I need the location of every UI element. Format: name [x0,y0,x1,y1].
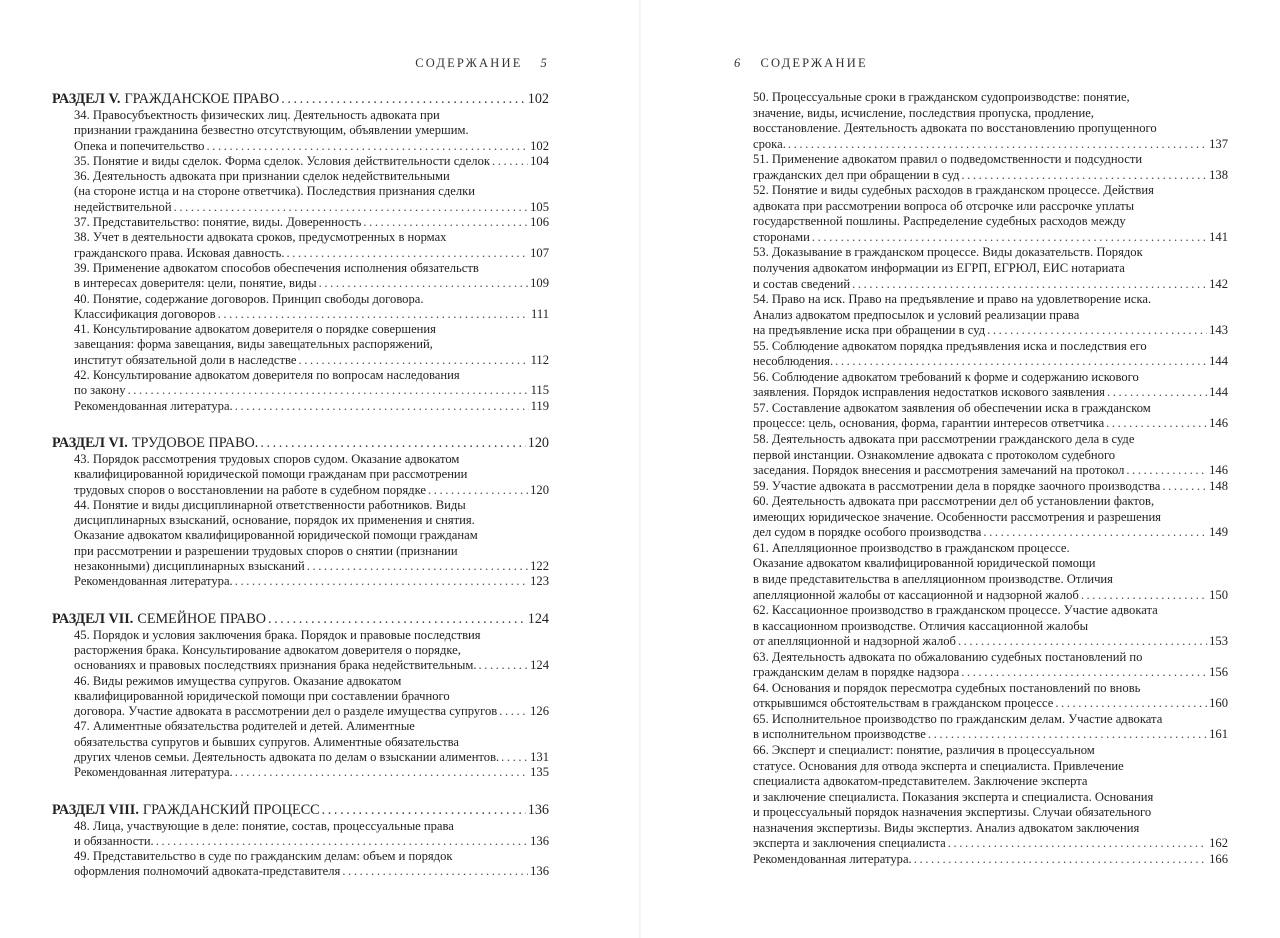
dot-leader [479,658,529,673]
entry-page-number: 106 [530,215,549,230]
toc-entry[interactable] [52,719,549,765]
dot-leader [961,665,1207,681]
dot-leader [1107,385,1207,401]
entry-page-number: 115 [530,383,549,398]
running-header [734,56,868,71]
toc-entry[interactable] [731,712,1228,743]
toc-entry[interactable] [52,819,549,850]
entry-line: 37. Представительство: понятие, виды. Доверенность [74,215,362,230]
entry-line: 45. Порядок и условия заключения брака. Порядок и правовые последствия [74,627,481,642]
entry-page-number: 153 [1209,634,1228,649]
toc-section [52,435,549,590]
entry-last-line [74,383,549,398]
entry-line: адвоката при рассмотрении вопроса об отсрочке или рассрочке уплаты [753,198,1135,213]
entry-last-line [753,354,1228,370]
entry-line: основаниях и правовых последствиях признания брака недействительным. [74,658,477,673]
dot-leader [342,864,528,879]
entry-last-line [74,399,549,414]
entry-line: Оказание адвокатом квалифицированной юридической помощи [753,556,1096,571]
toc-entry[interactable] [731,494,1228,541]
table-of-contents [52,91,549,901]
dot-leader [1126,463,1207,479]
toc-entry[interactable] [731,432,1228,479]
dot-leader [174,200,529,215]
entry-page-number: 107 [530,245,549,260]
entry-line: 62. Кассационное производство в гражданском процессе. Участие адвоката [753,603,1158,618]
entry-last-line [753,588,1228,604]
entry-last-line [753,416,1228,432]
entry-page-number: 123 [530,574,549,589]
toc-entry[interactable] [731,650,1228,681]
dot-leader [156,834,528,849]
entry-line: 49. Представительство в суде по гражданским делам: объем и порядок [74,849,453,864]
dot-leader [319,276,529,291]
entry-line: открывшимся обстоятельствам в гражданском процессе [753,696,1054,711]
running-header [415,56,549,71]
entry-last-line [753,525,1228,541]
entry-page-number: 136 [530,833,549,848]
toc-entry[interactable] [731,852,1228,868]
entry-page-number: 126 [530,704,549,719]
entry-last-line [74,483,549,498]
entry-last-line [74,834,549,849]
toc-entry[interactable] [52,674,549,720]
dot-leader [501,750,528,765]
entry-line: квалифицированной юридической помощи при составлении брачного [74,688,450,703]
entry-last-line [74,765,549,780]
entry-page-number: 150 [1209,587,1228,602]
dot-leader [914,852,1207,868]
entry-line: при рассмотрении и разрешении трудовых споров о снятии (признании [74,543,458,558]
entry-line: гражданским делам в порядке надзора [753,665,960,680]
toc-entry[interactable] [52,169,549,215]
entry-line: и обязанности. [74,833,154,848]
entry-line: 63. Деятельность адвоката по обжалованию судебных постановлений по [753,649,1143,664]
section-page-number: 124 [527,610,549,627]
section-heading[interactable] [52,435,549,452]
entry-line: (на стороне истца и на стороне ответчика). Последствия признания сделки [74,184,475,199]
toc-entry[interactable] [52,292,549,323]
dot-leader [1106,416,1207,432]
entry-line: 61. Апелляционное производство в гражданском процессе. [753,540,1070,555]
entry-line: несоблюдения. [753,354,834,369]
dot-leader [235,574,528,589]
entry-page-number: 136 [530,864,549,879]
entry-line: государственной пошлины. Распределение судебных расходов между [753,214,1126,229]
dot-leader [983,525,1207,541]
entry-page-number: 131 [530,749,549,764]
section-title: ТРУДОВОЕ ПРАВО. [131,434,259,451]
entry-page-number: 160 [1209,696,1228,711]
entry-line: договора. Участие адвоката в рассмотрении дел о разделе имущества супругов [74,704,498,719]
entry-last-line [753,323,1228,339]
entry-last-line [753,634,1228,650]
dot-leader [499,704,528,719]
entry-line: в исполнительном производстве [753,727,926,742]
entry-line: 59. Участие адвоката в рассмотрении дела в порядке заочного производства [753,478,1161,493]
entry-line: 44. Понятие и виды дисциплинарной ответственности работников. Виды [74,497,466,512]
entry-line: 48. Лица, участвующие в деле: понятие, состав, процессуальные права [74,818,454,833]
toc-entry[interactable] [52,215,549,230]
entry-last-line [753,137,1228,153]
toc-entry[interactable] [52,108,549,154]
left-page [52,0,549,938]
toc-entry[interactable] [731,152,1228,183]
entry-last-line [753,463,1228,479]
running-title: СОДЕРЖАНИЕ [415,56,523,70]
dot-leader [492,154,528,169]
entry-line: Опека и попечительство [74,138,205,153]
section-page-number: 136 [527,801,549,818]
entry-line: и заключение специалиста. Показания эксперта и специалиста. Основания [753,789,1154,804]
toc-entry[interactable] [52,765,549,780]
entry-last-line [74,750,549,765]
dot-leader [788,137,1207,153]
entry-page-number: 119 [530,398,549,413]
section-heading[interactable] [52,611,549,628]
toc-entry[interactable] [52,261,549,292]
entry-page-number: 148 [1209,478,1228,493]
toc-entry[interactable] [731,479,1228,495]
toc-entry[interactable] [731,603,1228,650]
entry-line: процессе: цель, основания, форма, гарантии интересов ответчика [753,416,1105,431]
entry-last-line [74,276,549,291]
dot-leader [1081,588,1207,604]
entry-line: 42. Консультирование адвокатом доверителя по вопросам наследования [74,368,460,383]
toc-section [52,802,549,880]
entry-line: Рекомендованная литература. [74,765,233,780]
entry-last-line [74,246,549,261]
section-title: ГРАЖДАНСКИЙ ПРОЦЕСС [142,801,320,818]
entry-line: от апелляционной и надзорной жалоб [753,634,956,649]
entry-page-number: 138 [1209,167,1228,182]
entry-line: специалиста адвокатом-представителем. Заключение эксперта [753,774,1088,789]
entry-line: апелляционной жалобы от кассационной и надзорной жалоб [753,587,1079,602]
entry-page-number: 111 [531,306,549,321]
entry-line: в кассационном производстве. Отличия кассационной жалобы [753,618,1089,633]
entry-page-number: 161 [1209,727,1228,742]
entry-last-line [753,277,1228,293]
toc-entry[interactable] [52,849,549,880]
dot-leader [281,91,526,108]
entry-page-number: 149 [1209,525,1228,540]
dot-leader [835,354,1207,370]
entry-line: и процессуальный порядок назначения экспертизы. Случаи обязательного [753,805,1152,820]
entry-page-number: 146 [1209,463,1228,478]
entry-line: сторонами [753,229,810,244]
entry-line: 34. Правосубъектность физических лиц. Деятельность адвоката при [74,108,440,122]
entry-line: Оказание адвокатом квалифицированной юридической помощи гражданам [74,528,478,543]
entry-line: 64. Основания и порядок пересмотра судебных постановлений по вновь [753,680,1141,695]
entry-line: имеющих юридическое значение. Особенности рассмотрения и разрешения [753,509,1161,524]
entry-line: 55. Соблюдение адвокатом порядка предъявления иска и последствия его [753,338,1147,353]
section-title: СЕМЕЙНОЕ ПРАВО [137,610,266,627]
entry-page-number: 156 [1209,665,1228,680]
toc-entry[interactable] [52,628,549,674]
entry-page-number: 141 [1209,229,1228,244]
entry-line: 51. Применение адвокатом правил о подведомственности и подсудности [753,152,1143,167]
toc-entry[interactable] [52,399,549,414]
entry-line: на предъявление иска при обращении в суд [753,323,986,338]
entry-line: 50. Процессуальные сроки в гражданском судопроизводстве: понятие, [753,90,1130,104]
dot-leader [812,230,1207,246]
entry-line: 65. Исполнительное производство по гражданским делам. Участие адвоката [753,711,1163,726]
entry-page-number: 112 [530,352,549,367]
entry-last-line [753,385,1228,401]
entry-line: 56. Соблюдение адвокатом требований к форме и содержанию искового [753,369,1139,384]
entry-line: 60. Деятельность адвоката при рассмотрении дел об установлении фактов, [753,494,1155,509]
entry-line: гражданских дел при обращении в суд [753,167,960,182]
entry-last-line [753,836,1228,852]
toc-entry[interactable] [731,339,1228,370]
dot-leader [428,483,528,498]
entry-page-number: 143 [1209,323,1228,338]
entry-page-number: 144 [1209,385,1228,400]
entry-line: дел судом в порядке особого производства [753,525,982,540]
entry-page-number: 137 [1209,136,1228,151]
entry-last-line [74,154,549,169]
section-label: РАЗДЕЛ VI. [52,434,128,451]
entry-last-line [74,200,549,215]
entry-line: получения адвокатом информации из ЕГРП, ЕГРЮЛ, ЕИС нотариата [753,261,1125,276]
toc-entry[interactable] [731,681,1228,712]
entry-page-number: 109 [530,276,549,291]
entry-line: заявления. Порядок исправления недостатков искового заявления [753,385,1105,400]
dot-leader [322,802,526,819]
entry-line: 52. Понятие и виды судебных расходов в гражданском процессе. Действия [753,183,1154,198]
entry-line: Рекомендованная литература. [753,851,912,866]
entry-last-line [74,307,549,322]
entry-line: по закону [74,383,126,398]
entry-line: 58. Деятельность адвоката при рассмотрении гражданского дела в суде [753,432,1135,447]
dot-leader [218,307,529,322]
entry-last-line [753,727,1228,743]
entry-line: обязательства супругов и бывших супругов. Алиментные обязательства [74,734,460,749]
entry-page-number: 124 [530,658,549,673]
toc-entry[interactable] [731,90,1228,152]
entry-last-line [753,852,1228,868]
entry-line: оформления полномочий адвоката-представителя [74,864,341,879]
entry-line: 40. Понятие, содержание договоров. Принцип свободы договора. [74,291,424,306]
toc-entry[interactable] [731,401,1228,432]
dot-leader [1162,479,1207,495]
page-number: 6 [734,56,743,70]
entry-line: 46. Виды режимов имущества супругов. Оказание адвокатом [74,673,402,688]
dot-leader [298,353,528,368]
toc-entry[interactable] [52,322,549,368]
entry-line: заседания. Порядок внесения и рассмотрения замечаний на протокол [753,463,1125,478]
dot-leader [961,168,1207,184]
entry-line: 36. Деятельность адвоката при признании сделок недействительными [74,169,450,184]
entry-line: незаконными) дисциплинарных взысканий [74,559,305,574]
entry-line: 54. Право на иск. Право на предъявление и право на удовлетворение иска. [753,292,1152,307]
entry-line: эксперта и заключения специалиста [753,836,946,851]
toc-entry[interactable] [52,368,549,399]
dot-leader [987,323,1207,339]
entry-line: 57. Составление адвокатом заявления об обеспечении иска в гражданском [753,400,1151,415]
section-label: РАЗДЕЛ V. [52,91,121,107]
toc-entry[interactable] [52,498,549,574]
entry-page-number: 105 [530,199,549,214]
entry-last-line [753,665,1228,681]
running-title: СОДЕРЖАНИЕ [760,56,868,70]
toc-entry[interactable] [731,292,1228,339]
entry-line: 43. Порядок рассмотрения трудовых споров судом. Оказание адвокатом [74,451,460,466]
entry-line: 41. Консультирование адвокатом доверителя о порядке совершения [74,322,436,337]
dot-leader [928,727,1207,743]
entry-last-line [753,479,1228,495]
toc-section [52,611,549,781]
toc-entry[interactable] [52,154,549,169]
entry-last-line [74,658,549,673]
entry-last-line [74,559,549,574]
entry-line: недействительной [74,199,172,214]
entry-line: Классификация договоров [74,306,216,321]
entry-page-number: 135 [530,765,549,780]
entry-line: первой инстанции. Ознакомление адвоката с протоколом судебного [753,447,1116,462]
entry-last-line [74,353,549,368]
right-page [731,0,1228,938]
entry-last-line [74,574,549,589]
entry-line: и состав сведений [753,276,851,291]
entry-page-number: 166 [1209,851,1228,866]
entry-line: назначения экспертизы. Виды экспертиз. Анализ адвокатом заключения [753,820,1140,835]
entry-line: в интересах доверителя: цели, понятие, виды [74,276,317,291]
table-of-contents [731,90,1228,867]
section-label: РАЗДЕЛ VIII. [52,801,139,818]
page-number: 5 [540,56,549,70]
toc-section [52,91,549,414]
dot-leader [268,611,526,628]
toc-entry[interactable] [52,452,549,498]
entry-line: институт обязательной доли в наследстве [74,352,297,367]
section-heading[interactable] [52,91,549,108]
entry-line: Рекомендованная литература. [74,574,233,589]
entry-line: Рекомендованная литература. [74,398,233,413]
toc-entry[interactable] [731,183,1228,245]
section-label: РАЗДЕЛ VII. [52,610,134,627]
entry-page-number: 120 [530,482,549,497]
entry-line: гражданского права. Исковая давность. [74,245,285,260]
toc-entry[interactable] [52,230,549,261]
dot-leader [260,435,525,452]
toc-entry[interactable] [731,370,1228,401]
section-heading[interactable] [52,802,549,819]
toc-entry[interactable] [731,743,1228,852]
book-spine [639,0,641,938]
section-title: ГРАЖДАНСКОЕ ПРАВО [124,91,280,107]
entry-last-line [74,704,549,719]
dot-leader [958,634,1207,650]
entry-line: 47. Алиментные обязательства родителей и детей. Алиментные [74,719,415,734]
entry-line: завещания: форма завещания, виды завещательных распоряжений, [74,337,433,352]
entry-line: расторжения брака. Консультирование адвокатом доверителя о порядке, [74,642,461,657]
entry-line: других членов семьи. Деятельность адвоката по делам о взыскании алиментов. [74,749,500,764]
entry-line: срока. [753,136,786,151]
entry-line: 66. Эксперт и специалист: понятие, различия в процессуальном [753,742,1095,757]
entry-last-line [74,139,549,154]
entry-last-line [753,168,1228,184]
dot-leader [287,246,529,261]
entry-page-number: 146 [1209,416,1228,431]
entry-page-number: 144 [1209,354,1228,369]
dot-leader [206,139,528,154]
dot-leader [307,559,528,574]
entry-last-line [74,864,549,879]
entry-line: дисциплинарных взысканий, основание, порядок их применения и снятия. [74,513,475,528]
toc-entry[interactable] [731,541,1228,603]
dot-leader [363,215,528,230]
entry-line: в виде представительства в апелляционном производстве. Отличия [753,571,1113,586]
dot-leader [128,383,529,398]
entry-page-number: 142 [1209,276,1228,291]
toc-entry[interactable] [52,574,549,589]
entry-page-number: 104 [530,153,549,168]
dot-leader [852,277,1207,293]
dot-leader [235,399,529,414]
entry-line: признании гражданина безвестно отсутствующим, объявлении умершим. [74,123,469,138]
entry-line: 53. Доказывание в гражданском процессе. Виды доказательств. Порядок [753,245,1143,260]
entry-line: значение, виды, исчисление, последствия пропуска, продление, [753,105,1094,120]
section-page-number: 120 [527,434,549,451]
entry-last-line [753,230,1228,246]
dot-leader [1055,696,1207,712]
entry-page-number: 122 [530,559,549,574]
entry-line: Анализ адвокатом предпосылок и условий реализации права [753,307,1080,322]
entry-line: статусе. Основания для отвода эксперта и специалиста. Привлечение [753,758,1124,773]
dot-leader [948,836,1207,852]
toc-entry[interactable] [731,245,1228,292]
entry-last-line [74,215,549,230]
entry-page-number: 162 [1209,836,1228,851]
dot-leader [235,765,528,780]
entry-line: 35. Понятие и виды сделок. Форма сделок. Условия действительности сделок [74,153,490,168]
entry-line: 38. Учет в деятельности адвоката сроков, предусмотренных в нормах [74,230,447,245]
section-page-number: 102 [527,91,549,107]
entry-line: 39. Применение адвокатом способов обеспечения исполнения обязательств [74,260,479,275]
entry-last-line [753,696,1228,712]
entry-line: восстановление. Деятельность адвоката по восстановлению пропущенного [753,121,1157,136]
entry-line: трудовых споров о восстановлении на работе в судебном порядке [74,482,426,497]
entry-page-number: 102 [530,138,549,153]
entry-line: квалифицированной юридической помощи гражданам при рассмотрении [74,467,468,482]
